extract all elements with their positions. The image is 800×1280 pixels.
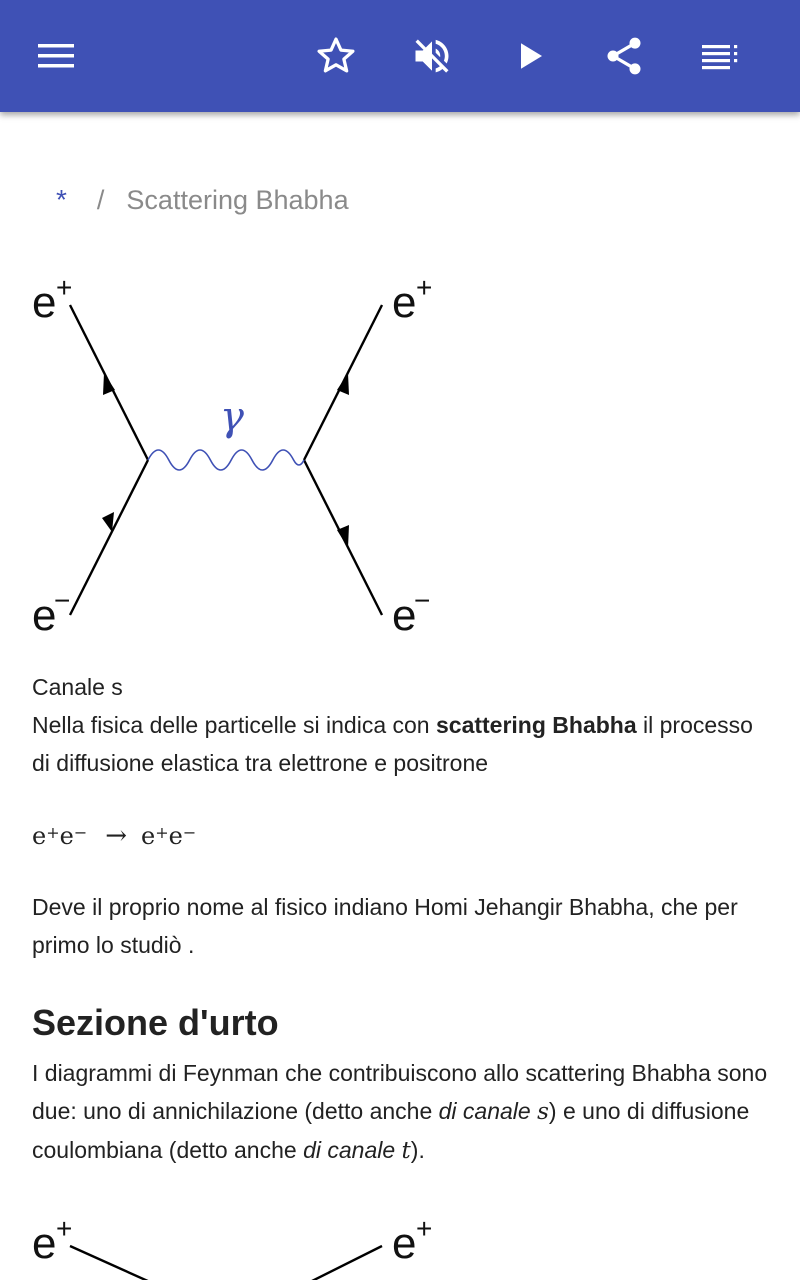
formula-lhs1: e <box>32 822 47 850</box>
label-top-right: e <box>392 278 417 327</box>
breadcrumb-current: Scattering Bhabha <box>126 184 349 215</box>
section-heading: Sezione d'urto <box>32 1002 279 1043</box>
play-icon <box>512 38 548 74</box>
label-bottom-left-sup: − <box>54 585 71 616</box>
section-text-1: I diagrammi di Feynman che contribuiscono allo scattering Bhabha sono due: uno di annichilazione (detto anche <box>32 1060 768 1124</box>
label2-top-left-sup: + <box>56 1213 73 1244</box>
breadcrumb-home-link[interactable]: * <box>56 184 67 215</box>
contents-button[interactable] <box>692 28 748 84</box>
intro-text-1: Nella fisica delle particelle si indica con <box>32 712 436 738</box>
share-icon <box>602 34 646 78</box>
intro-text-2: il processo di diffusione elastica tra elettrone e positrone <box>32 712 753 776</box>
section-math-s: s <box>537 1099 549 1125</box>
section-paragraph <box>32 1054 772 1170</box>
label-bottom-right-sup: − <box>414 585 431 616</box>
feynman-diagram-s-channel <box>0 260 480 650</box>
section-italic-1: di canale <box>438 1098 531 1124</box>
label-bottom-left: e <box>32 591 57 640</box>
star-outline-icon <box>314 34 358 78</box>
section-math-t: t <box>401 1138 411 1164</box>
breadcrumb <box>56 180 349 220</box>
naming-paragraph: Deve il proprio nome al fisico indiano Homi Jehangir Bhabha, che per primo lo studiò . <box>32 894 738 958</box>
menu-button[interactable] <box>28 28 84 84</box>
label2-top-left: e <box>32 1219 57 1268</box>
share-button[interactable] <box>596 28 652 84</box>
photon-label: γ <box>220 394 244 440</box>
feynman-diagram-t-channel <box>0 1200 480 1280</box>
formula-rhs2-sup: − <box>182 822 197 842</box>
label2-top-right-sup: + <box>416 1213 433 1244</box>
section-text-3: ). <box>410 1137 425 1163</box>
label2-top-right: e <box>392 1219 417 1268</box>
list-icon <box>700 41 740 71</box>
reaction-formula <box>32 814 196 858</box>
formula-lhs2-sup: − <box>73 822 88 842</box>
app-bar <box>0 0 800 112</box>
mute-button[interactable] <box>404 28 460 84</box>
formula-lhs1-sup: + <box>46 822 60 842</box>
intro-paragraph <box>32 706 772 782</box>
bookmark-button[interactable] <box>308 28 364 84</box>
formula-rhs2: e <box>168 822 183 850</box>
formula-rhs1-sup: + <box>155 822 169 842</box>
label-bottom-right: e <box>392 591 417 640</box>
breadcrumb-separator: / <box>96 184 105 215</box>
label-top-left: e <box>32 278 57 327</box>
formula-arrow: → <box>105 821 128 851</box>
section-text-2: ) e uno di diffusione coulombiana (detto anche <box>32 1098 750 1163</box>
volume-off-icon <box>410 34 454 78</box>
label-top-right-sup: + <box>416 272 433 303</box>
label-top-left-sup: + <box>56 272 73 303</box>
play-button[interactable] <box>502 28 558 84</box>
intro-bold-term: scattering Bhabha <box>435 712 637 738</box>
hamburger-menu-icon <box>36 41 76 71</box>
diagram-caption: Canale s <box>32 674 123 700</box>
photon-line <box>148 450 304 470</box>
formula-lhs2: e <box>59 822 74 850</box>
formula-rhs1: e <box>141 822 156 850</box>
section-italic-2: di canale <box>303 1137 396 1163</box>
